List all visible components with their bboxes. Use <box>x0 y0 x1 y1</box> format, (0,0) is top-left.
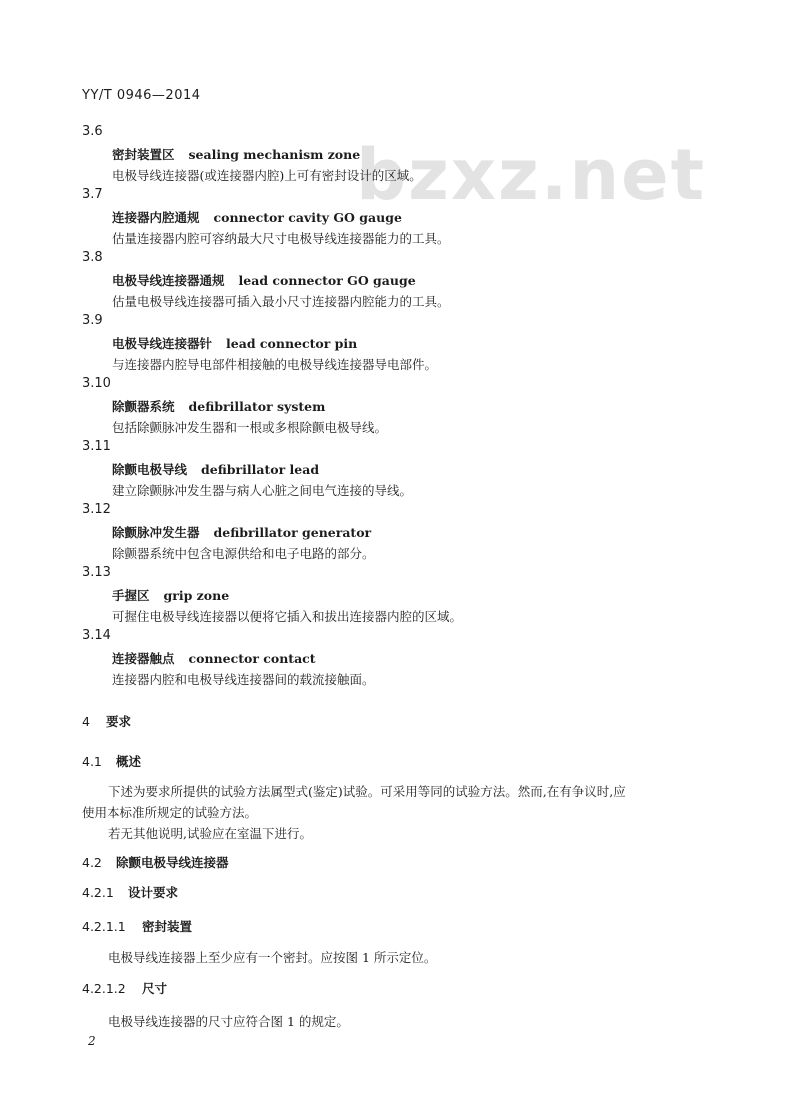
section-heading <box>82 917 192 935</box>
term-definition: 电极导线连接器(或连接器内腔)上可有密封设计的区域。 <box>112 168 422 183</box>
section-title: 概述 <box>116 754 142 769</box>
section-heading <box>82 883 178 901</box>
term-chinese: 除颤脉冲发生器 <box>112 525 200 540</box>
term-definition: 估量连接器内腔可容纳最大尺寸电极导线连接器能力的工具。 <box>112 231 450 246</box>
section-heading <box>82 979 167 997</box>
term-english: lead connector pin <box>226 336 358 351</box>
section-number: 4.1 <box>82 754 102 769</box>
term-chinese: 除颤器系统 <box>112 399 175 414</box>
term-definition: 除颤器系统中包含电源供给和电子电路的部分。 <box>112 546 375 561</box>
term-heading <box>112 460 319 478</box>
paragraph-line: 使用本标准所规定的试验方法。 <box>82 805 258 820</box>
term-chinese: 手握区 <box>112 588 150 603</box>
term-english: connector cavity GO gauge <box>213 210 402 225</box>
term-english: connector contact <box>188 651 316 666</box>
section-title: 尺寸 <box>142 981 168 996</box>
clause-number: 3.6 <box>82 124 103 139</box>
section-number: 4.2 <box>82 855 102 870</box>
term-definition: 建立除颤脉冲发生器与病人心脏之间电气连接的导线。 <box>112 483 413 498</box>
term-chinese: 密封装置区 <box>112 147 175 162</box>
section-title: 要求 <box>106 714 132 729</box>
section-number: 4.2.1.1 <box>82 919 126 934</box>
term-definition: 与连接器内腔导电部件相接触的电极导线连接器导电部件。 <box>112 357 438 372</box>
term-definition: 可握住电极导线连接器以便将它插入和拔出连接器内腔的区域。 <box>112 609 463 624</box>
term-english: defibrillator lead <box>201 462 320 477</box>
term-english: grip zone <box>163 588 230 603</box>
term-chinese: 电极导线连接器通规 <box>112 273 225 288</box>
section-heading <box>82 752 141 770</box>
term-chinese: 除颤电极导线 <box>112 462 188 477</box>
term-heading <box>112 271 416 289</box>
section-title: 除颤电极导线连接器 <box>116 855 229 870</box>
clause-number: 3.12 <box>82 502 111 517</box>
clause-number: 3.11 <box>82 439 111 454</box>
clause-number: 3.14 <box>82 628 111 643</box>
term-heading <box>112 523 371 541</box>
term-english: sealing mechanism zone <box>188 147 361 162</box>
paragraph: 若无其他说明,试验应在室温下进行。 <box>108 826 312 841</box>
section-number: 4.2.1.2 <box>82 981 126 996</box>
clause-number: 3.13 <box>82 565 111 580</box>
term-chinese: 连接器内腔通规 <box>112 210 200 225</box>
paragraph: 电极导线连接器的尺寸应符合图 1 的规定。 <box>108 1014 349 1029</box>
section-number: 4 <box>82 714 90 729</box>
clause-number: 3.8 <box>82 250 103 265</box>
section-title: 设计要求 <box>128 885 179 900</box>
term-heading <box>112 145 360 163</box>
term-definition: 连接器内腔和电极导线连接器间的载流接触面。 <box>112 672 375 687</box>
term-english: lead connector GO gauge <box>238 273 416 288</box>
watermark: bzxz.net <box>356 134 707 216</box>
term-chinese: 电极导线连接器针 <box>112 336 213 351</box>
clause-number: 3.10 <box>82 376 111 391</box>
page-number: 2 <box>88 1034 96 1048</box>
term-heading <box>112 397 325 415</box>
clause-number: 3.7 <box>82 187 103 202</box>
clause-number: 3.9 <box>82 313 103 328</box>
term-heading <box>112 649 316 667</box>
term-chinese: 连接器触点 <box>112 651 175 666</box>
term-heading <box>112 208 402 226</box>
section-title: 密封装置 <box>142 919 193 934</box>
term-english: defibrillator system <box>188 399 326 414</box>
term-english: defibrillator generator <box>213 525 372 540</box>
paragraph-line: 下述为要求所提供的试验方法属型式(鉴定)试验。可采用等同的试验方法。然而,在有争议时,应 <box>108 784 626 799</box>
term-definition: 估量电极导线连接器可插入最小尺寸连接器内腔能力的工具。 <box>112 294 450 309</box>
term-heading <box>112 586 229 604</box>
paragraph: 电极导线连接器上至少应有一个密封。应按图 1 所示定位。 <box>108 950 437 965</box>
term-definition: 包括除颤脉冲发生器和一根或多根除颤电极导线。 <box>112 420 388 435</box>
section-heading <box>82 712 131 730</box>
term-heading <box>112 334 357 352</box>
section-heading <box>82 853 229 871</box>
document-header-id: YY/T 0946—2014 <box>82 88 201 103</box>
section-number: 4.2.1 <box>82 885 114 900</box>
